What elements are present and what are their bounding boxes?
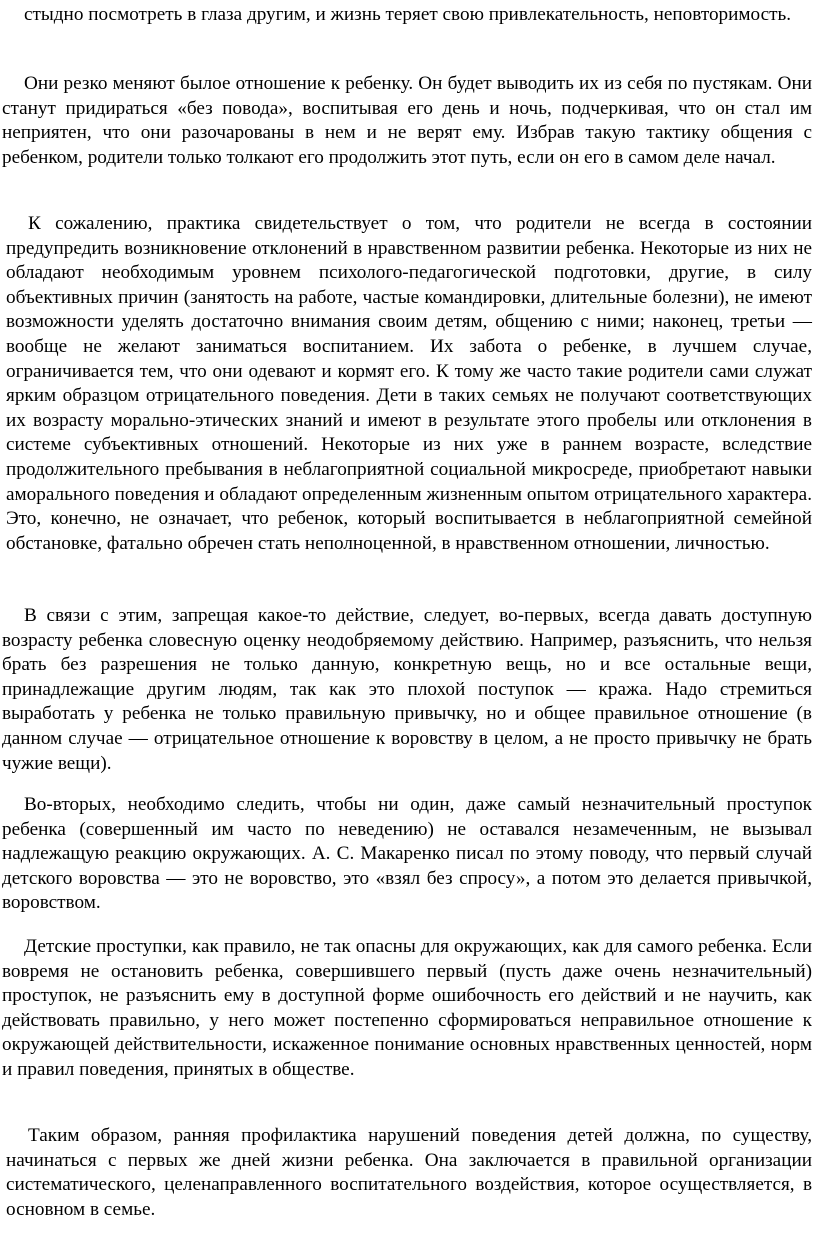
paragraph-1: стыдно посмотреть в глаза другим, и жизнь теряет свою привлекательность, неповторимость.	[24, 4, 792, 25]
paragraph-7: Таким образом, ранняя профилактика нарушений поведения детей должна, по существу, начинаться с первых же дней жизни ребенка. Она заключается в правильной организации систематического, целенаправленного воспитательного воздействия, которое осуществляется, в основном в семье.	[6, 1125, 812, 1220]
paragraph-4: В связи с этим, запрещая какое-то действие, следует, во-первых, всегда давать доступную возрасту ребенка словесную оценку неодобряемому действию. Например, разъяснить, что нельзя брать без разрешения не только данную, конкретную вещь, но и все остальные вещи, принадлежащие другим людям, так как это плохой поступок — кража. Надо стремиться выработать у ребенка не только правильную привычку, но и общее правильное отношение (в данном случае — отрицательное отношение к воровству в целом, а не просто привычку не брать чужие вещи).	[2, 605, 812, 774]
paragraph-3: К сожалению, практика свидетельствует о том, что родители не всегда в состоянии предупредить возникновение отклонений в нравственном развитии ребенка. Некоторые из них не обладают необходимым уровнем психолого-педагогической подготовки, другие, в силу объективных причин (занятость на работе, частые командировки, длительные болезни), не имеют возможности уделять достаточно внимания своим детям, общению с ними; наконец, третьи — вообще не желают заниматься воспитанием. Их забота о ребенке, в лучшем случае, ограничивается тем, что они одевают и кормят его. К тому же часто такие родители сами служат ярким образцом отрицательного поведения. Дети в таких семьях не получают соответствующих их возрасту морально-этических знаний и имеют в результате этого пробелы или отклонения в системе субъективных отношений. Некоторые из них уже в раннем возрасте, вследствие продолжительного пребывания в неблагоприятной социальной микросреде, приобретают навыки аморального поведения и обладают определенным жизненным опытом отрицательного характера. Это, конечно, не означает, что ребенок, который воспитывается в неблагоприятной семейной обстановке, фатально обречен стать неполноценной, в нравственном отношении, личностью.	[6, 213, 812, 554]
paragraph-5: Во-вторых, необходимо следить, чтобы ни один, даже самый незначительный проступок ребенка (совершенный им часто по неведению) не оставался незамеченным, не вызывал надлежащую реакцию окружающих. А. С. Макаренко писал по этому поводу, что первый случай детского воровства — это не воровство, это «взял без спросу», а потом это делается привычкой, воровством.	[2, 794, 812, 914]
paragraph-6: Детские проступки, как правило, не так опасны для окружающих, как для самого ребенка. Если вовремя не остановить ребенка, совершившего первый (пусть даже очень незначительный) проступок, не разъяснить ему в доступной форме ошибочность его действий и не научить, как действовать правильно, у него может постепенно сформироваться неправильное отношение к окружающей действительности, искаженное понимание основных нравственных ценностей, норм и правил поведения, принятых в обществе.	[2, 936, 812, 1080]
paragraph-2: Они резко меняют былое отношение к ребенку. Он будет выводить их из себя по пустякам. Они станут придираться «без повода», воспитывая его день и ночь, подчеркивая, что он стал им неприятен, что они разочарованы в нем и не верят ему. Избрав такую тактику общения с ребенком, родители только толкают его продолжить этот путь, если он его в самом деле начал.	[2, 73, 812, 168]
